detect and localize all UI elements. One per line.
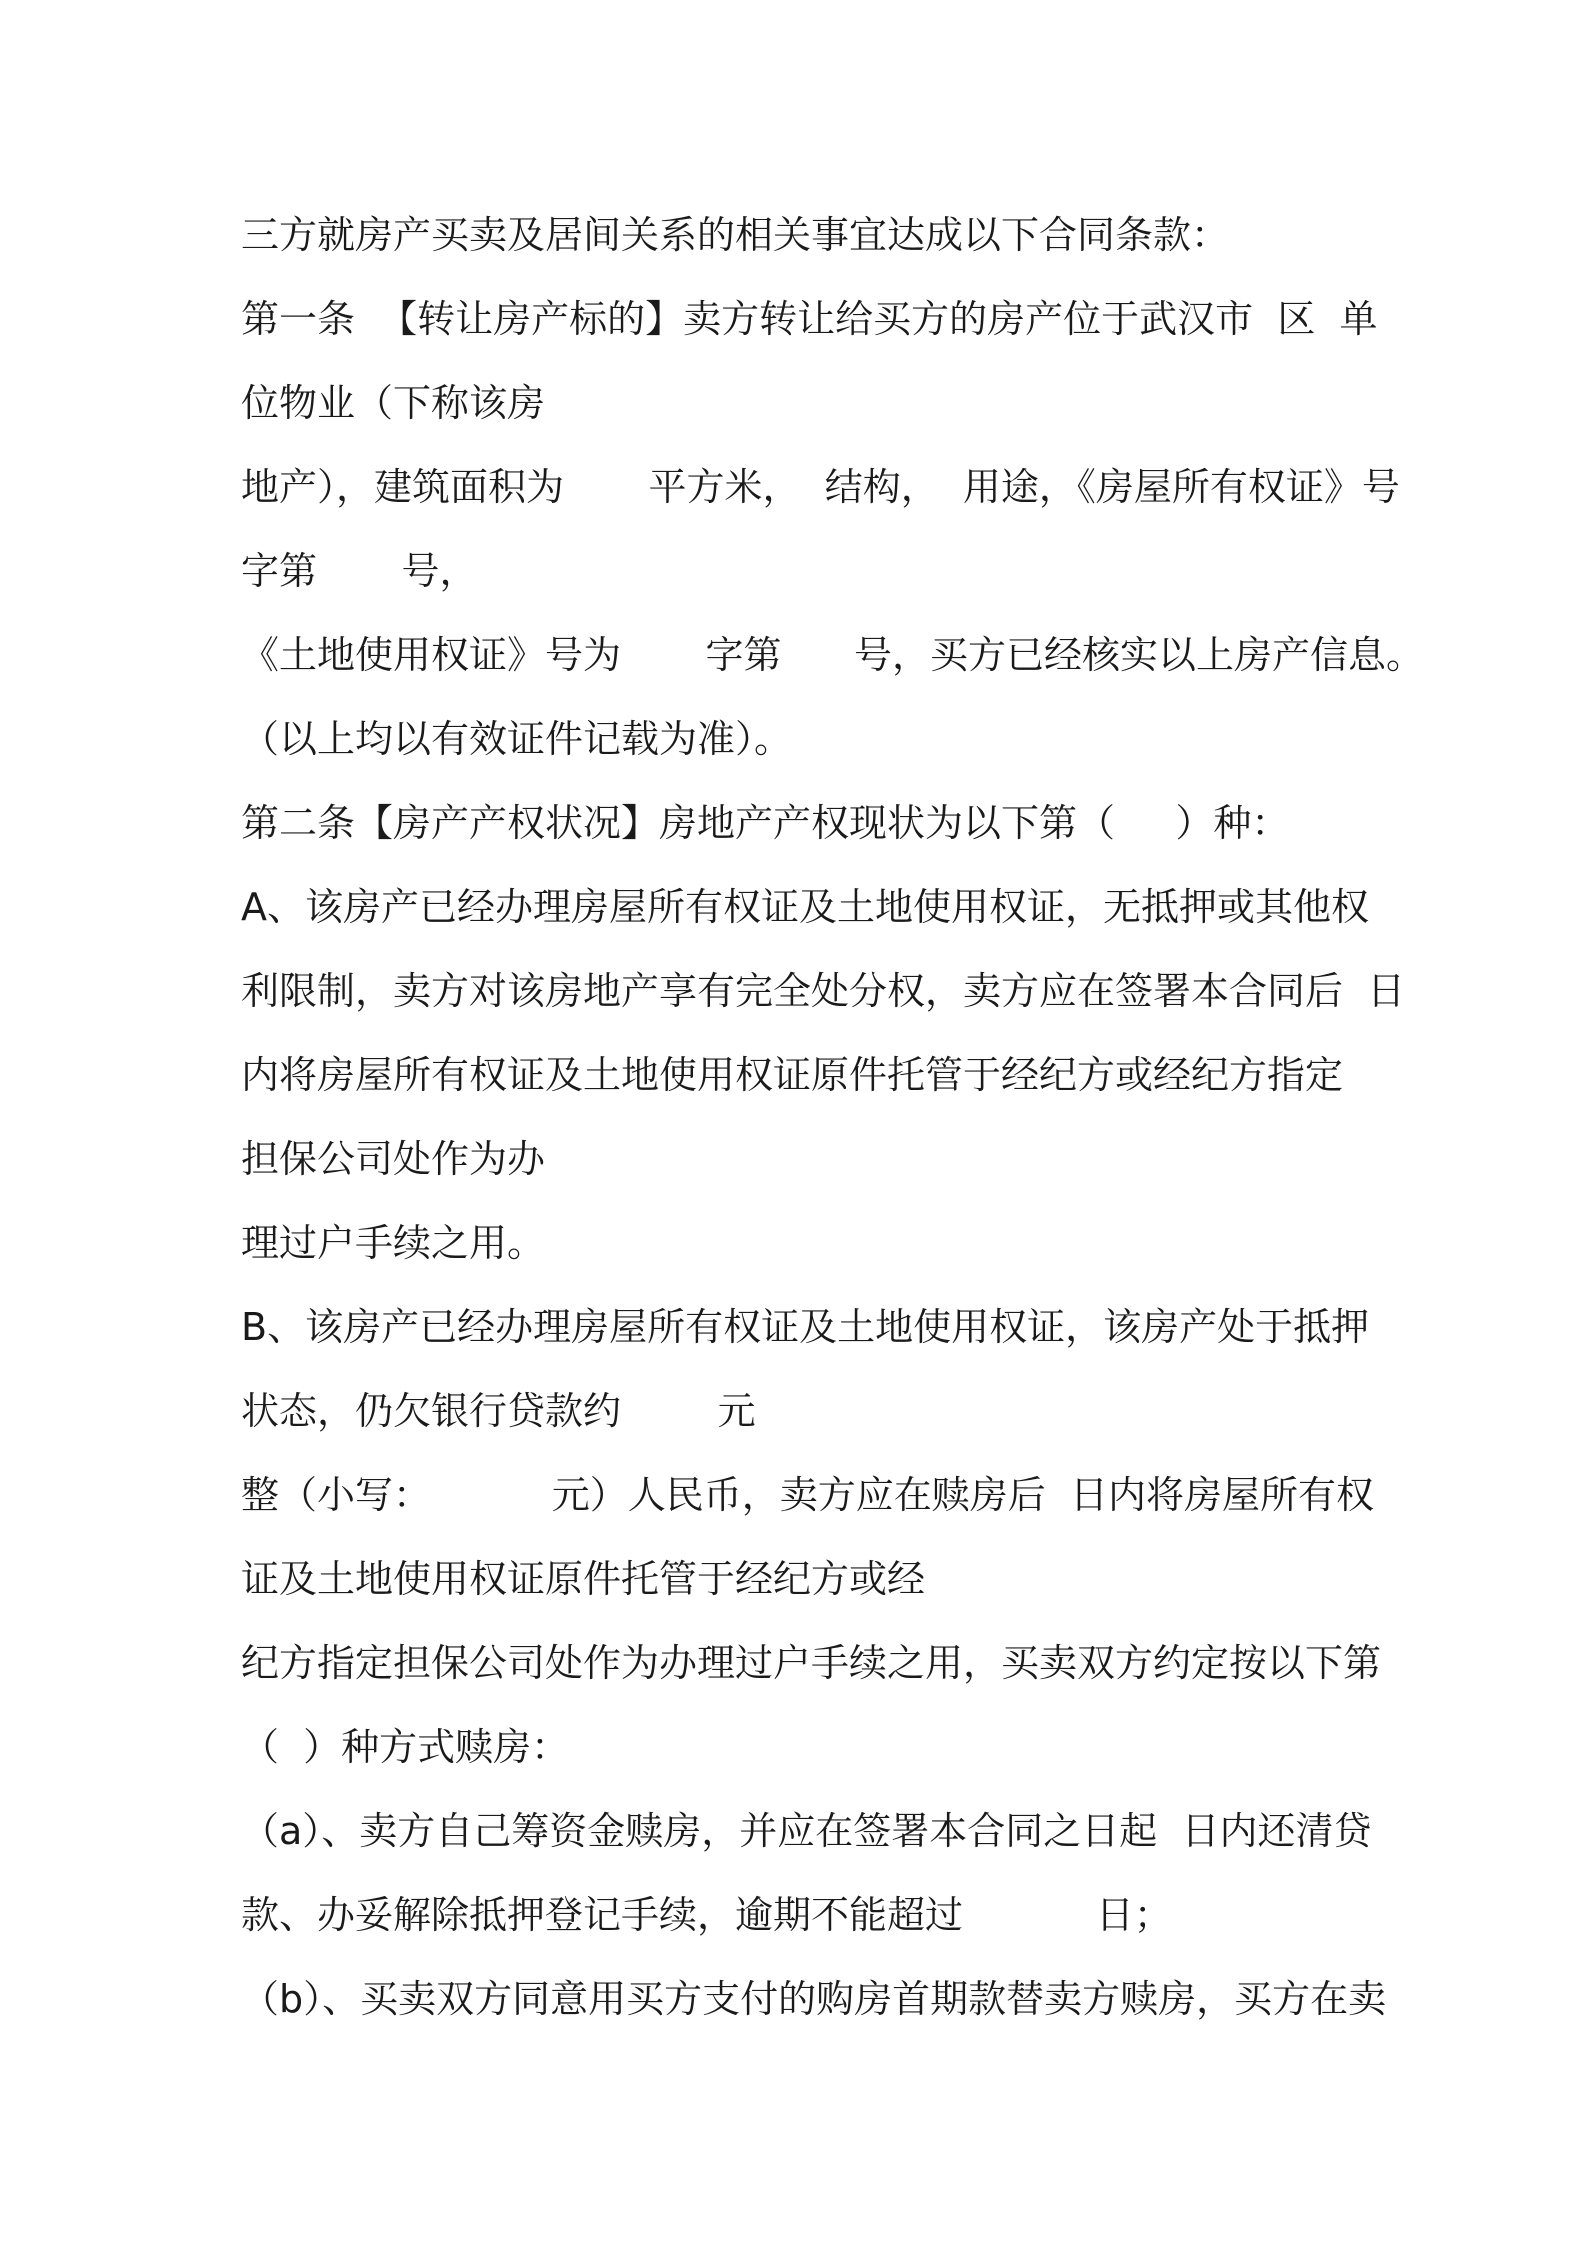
article-1-line-6: （以上均以有效证件记载为准）。 xyxy=(241,717,793,761)
sub-option-a-line-1: （a）、卖方自己筹资金赎房，并应在签署本合同之日起 日内还清贷 xyxy=(241,1809,1372,1853)
sub-option-a-line-2: 款、办妥解除抵押登记手续，逾期不能超过 日； xyxy=(241,1893,1172,1937)
option-a-line-3: 内将房屋所有权证及土地使用权证原件托管于经纪方或经纪方指定 xyxy=(241,1053,1344,1097)
option-b-line-6: （ ）种方式赎房： xyxy=(241,1725,570,1769)
option-a-line-5: 理过户手续之用。 xyxy=(241,1221,546,1265)
option-b-line-5: 纪方指定担保公司处作为办理过户手续之用，买卖双方约定按以下第 xyxy=(241,1641,1382,1685)
option-b-line-1: B、该房产已经办理房屋所有权证及土地使用权证，该房产处于抵押 xyxy=(241,1305,1370,1349)
option-b-line-2: 状态，仍欠银行贷款约 元 xyxy=(241,1389,756,1433)
article-1-line-1: 第一条 【转让房产标的】卖方转让给买方的房产位于武汉市 区 单 xyxy=(241,297,1378,341)
option-a-line-1: A、该房产已经办理房屋所有权证及土地使用权证，无抵押或其他权 xyxy=(241,885,1369,929)
option-a-line-2: 利限制，卖方对该房地产享有完全处分权，卖方应在签署本合同后 日 xyxy=(241,969,1406,1013)
sub-option-b-line-1: （b）、买卖双方同意用买方支付的购房首期款替卖方赎房，买方在卖 xyxy=(241,1977,1387,2021)
paragraph-intro: 三方就房产买卖及居间关系的相关事宜达成以下合同条款： xyxy=(241,213,1230,257)
option-a-line-4: 担保公司处作为办 xyxy=(241,1137,546,1181)
option-b-line-3: 整（小写： 元）人民币，卖方应在赎房后 日内将房屋所有权 xyxy=(241,1473,1374,1517)
article-1-line-2: 位物业（下称该房 xyxy=(241,381,546,425)
option-b-line-4: 证及土地使用权证原件托管于经纪方或经 xyxy=(241,1557,926,1601)
article-1-line-3: 地产），建筑面积为 平方米， 结构， 用途，《房屋所有权证》号 xyxy=(241,465,1400,509)
article-1-line-5: 《土地使用权证》号为 字第 号，买方已经核实以上房产信息。 xyxy=(241,633,1425,677)
article-1-line-4: 字第 号， xyxy=(241,549,478,593)
article-2-heading: 第二条【房产产权状况】房地产产权现状为以下第（ ）种： xyxy=(241,801,1290,845)
